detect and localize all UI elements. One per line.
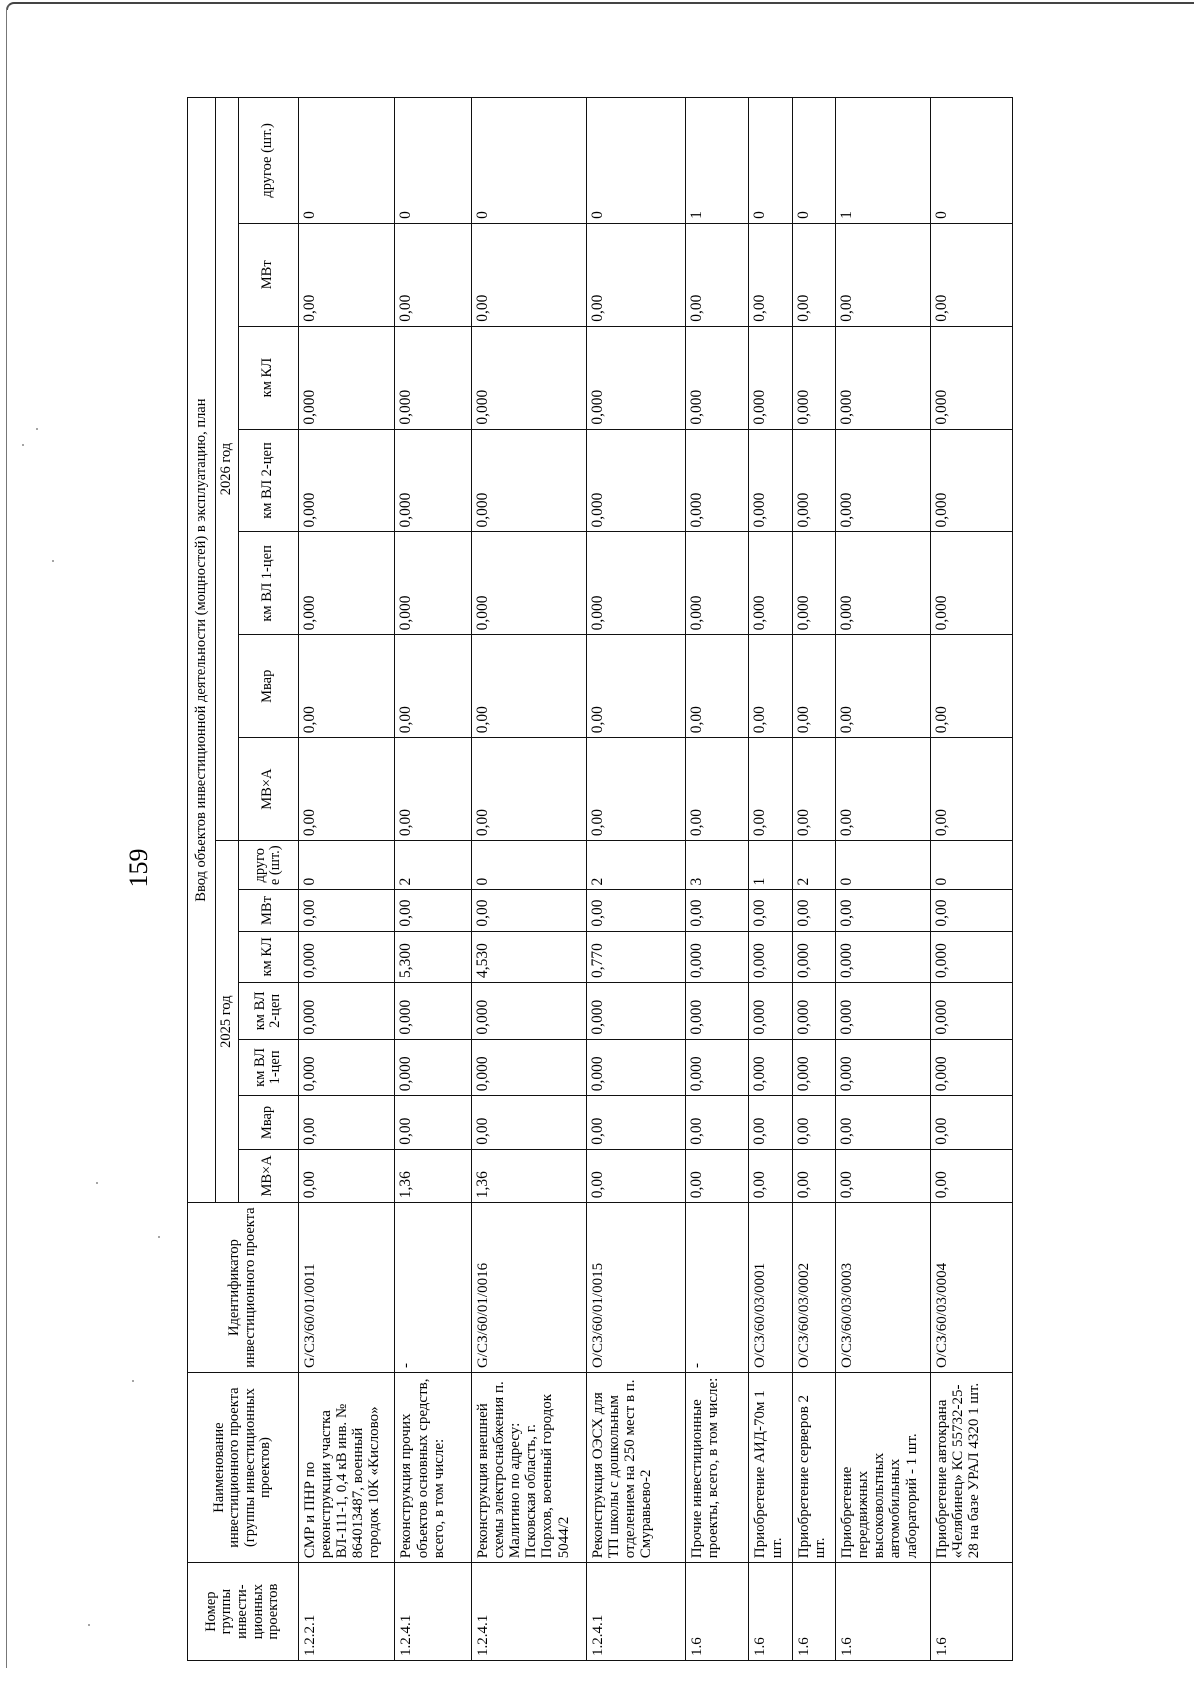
cell-2025-value: 0,000 <box>835 983 930 1040</box>
cell-2026-value: 0,000 <box>835 429 930 532</box>
cell-2026-value: 0 <box>471 98 586 224</box>
header-unit-2025: другое (шт.) <box>238 841 298 890</box>
header-unit-2026: км ВЛ 1-цеп <box>238 532 298 635</box>
cell-2026-value: 0,00 <box>749 738 792 841</box>
cell-2025-value: 0,000 <box>298 983 395 1040</box>
cell-2026-value: 0,000 <box>471 429 586 532</box>
scan-speck <box>22 444 24 446</box>
cell-2025-value: 0,00 <box>749 1149 792 1203</box>
cell-2025-value: 0,000 <box>685 983 749 1040</box>
cell-2025-value: 0,00 <box>835 890 930 931</box>
cell-2025-value: 0,00 <box>749 890 792 931</box>
cell-2025-value: 0,000 <box>395 983 471 1040</box>
row-group-number: 1.6 <box>749 1563 792 1661</box>
cell-2026-value: 0,00 <box>749 635 792 738</box>
row-project-name: Приобретение АИД-70м 1 шт. <box>749 1372 792 1562</box>
cell-2025-value: 0,000 <box>471 1039 586 1096</box>
cell-2025-value: 0,00 <box>930 1096 1012 1150</box>
cell-2026-value: 0,000 <box>835 532 930 635</box>
table-row <box>749 98 792 1661</box>
table-row <box>835 98 930 1661</box>
cell-2026-value: 0,000 <box>835 326 930 429</box>
cell-2025-value: 3 <box>685 841 749 890</box>
cell-2026-value: 0,00 <box>792 635 835 738</box>
cell-2025-value: 0,00 <box>471 1096 586 1150</box>
cell-2025-value: 0,000 <box>298 1039 395 1096</box>
cell-2025-value: 0,00 <box>685 1149 749 1203</box>
cell-2025-value: 0,00 <box>395 890 471 931</box>
cell-2025-value: 0,00 <box>586 1096 685 1150</box>
scan-speck <box>88 1624 90 1626</box>
cell-2026-value: 0,000 <box>792 532 835 635</box>
cell-2025-value: 0,00 <box>749 1096 792 1150</box>
cell-2026-value: 0,00 <box>792 738 835 841</box>
cell-2025-value: 0,770 <box>586 931 685 982</box>
cell-2025-value: 0,000 <box>835 931 930 982</box>
header-unit-2025: км КЛ <box>238 931 298 982</box>
table-row <box>298 98 395 1661</box>
table-row <box>471 98 586 1661</box>
scan-speck <box>132 1380 134 1382</box>
header-year-2026: 2026 год <box>216 98 239 841</box>
cell-2025-value: 0 <box>930 841 1012 890</box>
cell-2026-value: 0,000 <box>685 532 749 635</box>
cell-2025-value: 0,00 <box>395 1096 471 1150</box>
scan-speck <box>158 1236 160 1238</box>
row-project-name: Прочие инвестиционные проекты, всего, в том числе: <box>685 1372 749 1562</box>
cell-2026-value: 0,00 <box>586 635 685 738</box>
cell-2026-value: 0,000 <box>395 532 471 635</box>
cell-2026-value: 0,000 <box>395 326 471 429</box>
cell-2026-value: 0 <box>298 98 395 224</box>
cell-2026-value: 0,000 <box>792 326 835 429</box>
row-group-number: 1.2.4.1 <box>471 1563 586 1661</box>
cell-2025-value: 0,00 <box>792 890 835 931</box>
row-project-id: G/СЗ/60/01/0016 <box>471 1203 586 1373</box>
cell-2026-value: 1 <box>685 98 749 224</box>
scan-edge-left <box>6 8 13 1668</box>
header-unit-2026: МВт <box>238 223 298 326</box>
cell-2025-value: 0,000 <box>792 1039 835 1096</box>
cell-2026-value: 0,00 <box>835 738 930 841</box>
cell-2026-value: 0,000 <box>298 532 395 635</box>
investment-table <box>187 97 1013 1661</box>
cell-2025-value: 0,00 <box>792 1149 835 1203</box>
cell-2026-value: 0,000 <box>685 429 749 532</box>
cell-2026-value: 0,000 <box>749 326 792 429</box>
cell-2025-value: 4,530 <box>471 931 586 982</box>
scan-edge-top <box>6 2 1194 10</box>
header-commissioning: Ввод объектов инвестиционной деятельности (мощностей) в эксплуатацию, план <box>188 98 216 1203</box>
cell-2025-value: 0 <box>835 841 930 890</box>
header-identifier: Идентификатор инвестиционного проекта <box>188 1203 299 1373</box>
cell-2025-value: 0,00 <box>471 890 586 931</box>
cell-2026-value: 0,00 <box>685 635 749 738</box>
cell-2025-value: 0,000 <box>298 931 395 982</box>
cell-2025-value: 0,000 <box>471 983 586 1040</box>
header-unit-2025: МВт <box>238 890 298 931</box>
row-group-number: 1.2.2.1 <box>298 1563 395 1661</box>
cell-2025-value: 0,000 <box>749 931 792 982</box>
cell-2026-value: 0 <box>586 98 685 224</box>
cell-2026-value: 0,00 <box>298 635 395 738</box>
row-project-name: Приобретение серверов 2 шт. <box>792 1372 835 1562</box>
cell-2026-value: 0,000 <box>930 429 1012 532</box>
header-project-name: Наименование инвестиционного проекта (группы инвестиционных проектов) <box>188 1372 299 1562</box>
cell-2026-value: 0,00 <box>586 738 685 841</box>
cell-2026-value: 0,00 <box>685 223 749 326</box>
cell-2025-value: 0,00 <box>298 890 395 931</box>
row-group-number: 1.6 <box>685 1563 749 1661</box>
cell-2025-value: 0,000 <box>749 1039 792 1096</box>
row-group-number: 1.6 <box>930 1563 1012 1661</box>
cell-2025-value: 0,000 <box>685 1039 749 1096</box>
cell-2026-value: 0,00 <box>930 738 1012 841</box>
row-project-name: Реконструкция внешней схемы электроснабжения п. Малитино по адресу: Псковская область, г. Порхов, военный городок 5044/2 <box>471 1372 586 1562</box>
row-project-id: - <box>395 1203 471 1373</box>
cell-2025-value: 1,36 <box>395 1149 471 1203</box>
scan-speck <box>36 428 38 430</box>
cell-2025-value: 0,00 <box>792 1096 835 1150</box>
cell-2025-value: 0,00 <box>685 1096 749 1150</box>
cell-2026-value: 0,00 <box>395 223 471 326</box>
table-row <box>685 98 749 1661</box>
table-row <box>792 98 835 1661</box>
cell-2025-value: 0,000 <box>749 983 792 1040</box>
table-row <box>395 98 471 1661</box>
cell-2026-value: 0,000 <box>586 429 685 532</box>
cell-2026-value: 0,000 <box>685 326 749 429</box>
cell-2026-value: 0,00 <box>835 223 930 326</box>
table-sheet <box>187 97 1013 1661</box>
page-number: 159 <box>124 848 153 888</box>
cell-2026-value: 0,00 <box>586 223 685 326</box>
cell-2026-value: 0,00 <box>685 738 749 841</box>
cell-2026-value: 0,00 <box>395 635 471 738</box>
row-project-id: O/СЗ/60/03/0001 <box>749 1203 792 1373</box>
cell-2026-value: 0 <box>749 98 792 224</box>
cell-2026-value: 0,00 <box>792 223 835 326</box>
cell-2025-value: 0,000 <box>930 983 1012 1040</box>
cell-2025-value: 1,36 <box>471 1149 586 1203</box>
row-project-id: O/СЗ/60/03/0004 <box>930 1203 1012 1373</box>
header-unit-2025: Мвар <box>238 1096 298 1150</box>
row-project-id: O/СЗ/60/03/0003 <box>835 1203 930 1373</box>
scan-speck <box>52 560 54 562</box>
scan-speck <box>96 1182 98 1184</box>
table-row <box>586 98 685 1661</box>
cell-2026-value: 0,000 <box>792 429 835 532</box>
cell-2025-value: 5,300 <box>395 931 471 982</box>
cell-2026-value: 0,000 <box>749 429 792 532</box>
cell-2026-value: 0,000 <box>471 326 586 429</box>
cell-2026-value: 0,000 <box>395 429 471 532</box>
cell-2025-value: 0 <box>298 841 395 890</box>
cell-2025-value: 0,000 <box>792 983 835 1040</box>
header-unit-2026: другое (шт.) <box>238 98 298 224</box>
row-group-number: 1.2.4.1 <box>586 1563 685 1661</box>
cell-2026-value: 0,000 <box>586 532 685 635</box>
cell-2025-value: 0 <box>471 841 586 890</box>
header-unit-2025: МВ×А <box>238 1149 298 1203</box>
cell-2025-value: 0,000 <box>586 983 685 1040</box>
header-unit-2025: км ВЛ 1-цеп <box>238 1039 298 1096</box>
cell-2026-value: 0,00 <box>930 223 1012 326</box>
rotated-table-frame <box>187 97 1013 1661</box>
cell-2026-value: 0,000 <box>298 429 395 532</box>
header-group-number: Номер группы инвести-ционных проектов <box>188 1563 299 1661</box>
row-project-name: Приобретение автокрана «Челябинец» КС 55732-25-28 на базе УРАЛ 4320 1 шт. <box>930 1372 1012 1562</box>
cell-2026-value: 0,000 <box>298 326 395 429</box>
cell-2026-value: 0 <box>395 98 471 224</box>
row-project-id: - <box>685 1203 749 1373</box>
cell-2026-value: 0,000 <box>930 532 1012 635</box>
table-row <box>930 98 1012 1661</box>
row-project-name: Приобретение передвижных высоковольтных автомобильных лабораторий - 1 шт. <box>835 1372 930 1562</box>
cell-2025-value: 0,00 <box>685 890 749 931</box>
cell-2025-value: 2 <box>792 841 835 890</box>
row-project-name: Реконструкция прочих объектов основных средств, всего, в том числе: <box>395 1372 471 1562</box>
cell-2025-value: 0,000 <box>835 1039 930 1096</box>
cell-2025-value: 0,00 <box>586 890 685 931</box>
cell-2026-value: 0 <box>930 98 1012 224</box>
cell-2025-value: 0,000 <box>792 931 835 982</box>
row-group-number: 1.6 <box>792 1563 835 1661</box>
cell-2025-value: 0,00 <box>298 1149 395 1203</box>
cell-2026-value: 0,00 <box>835 635 930 738</box>
cell-2025-value: 0,00 <box>930 890 1012 931</box>
cell-2026-value: 0,000 <box>586 326 685 429</box>
cell-2026-value: 0,00 <box>298 738 395 841</box>
row-group-number: 1.2.4.1 <box>395 1563 471 1661</box>
cell-2025-value: 0,000 <box>930 1039 1012 1096</box>
table-body <box>298 98 1012 1661</box>
cell-2025-value: 0,00 <box>586 1149 685 1203</box>
cell-2026-value: 0,00 <box>749 223 792 326</box>
cell-2025-value: 0,000 <box>930 931 1012 982</box>
cell-2025-value: 0,00 <box>835 1149 930 1203</box>
cell-2026-value: 0,00 <box>930 635 1012 738</box>
header-unit-2026: Мвар <box>238 635 298 738</box>
header-unit-2026: км ВЛ 2-цеп <box>238 429 298 532</box>
cell-2025-value: 1 <box>749 841 792 890</box>
cell-2026-value: 0,00 <box>471 635 586 738</box>
cell-2026-value: 0,000 <box>471 532 586 635</box>
cell-2026-value: 0,00 <box>471 738 586 841</box>
cell-2025-value: 0,00 <box>930 1149 1012 1203</box>
row-project-name: СМР и ПНР по реконструкции участка ВЛ-111-1, 0,4 кВ инв. № 864013487, военный городок 10К «Кислово» <box>298 1372 395 1562</box>
row-group-number: 1.6 <box>835 1563 930 1661</box>
cell-2026-value: 0,00 <box>471 223 586 326</box>
row-project-id: G/СЗ/60/01/0011 <box>298 1203 395 1373</box>
cell-2025-value: 0,00 <box>835 1096 930 1150</box>
cell-2025-value: 2 <box>586 841 685 890</box>
row-project-name: Реконструкция ОЭСХ для ТП школы с дошкольным отделением на 250 мест в п. Смуравьево-2 <box>586 1372 685 1562</box>
header-year-2025: 2025 год <box>216 841 239 1203</box>
cell-2025-value: 0,00 <box>298 1096 395 1150</box>
cell-2025-value: 0,000 <box>685 931 749 982</box>
row-project-id: O/СЗ/60/03/0002 <box>792 1203 835 1373</box>
cell-2025-value: 0,000 <box>586 1039 685 1096</box>
cell-2026-value: 0,000 <box>749 532 792 635</box>
header-unit-2025: км ВЛ 2-цеп <box>238 983 298 1040</box>
header-unit-2026: МВ×А <box>238 738 298 841</box>
cell-2026-value: 0 <box>792 98 835 224</box>
cell-2026-value: 0,00 <box>298 223 395 326</box>
cell-2026-value: 0,000 <box>930 326 1012 429</box>
header-unit-2026: км КЛ <box>238 326 298 429</box>
cell-2026-value: 1 <box>835 98 930 224</box>
cell-2025-value: 2 <box>395 841 471 890</box>
cell-2026-value: 0,00 <box>395 738 471 841</box>
cell-2025-value: 0,000 <box>395 1039 471 1096</box>
row-project-id: O/СЗ/60/01/0015 <box>586 1203 685 1373</box>
